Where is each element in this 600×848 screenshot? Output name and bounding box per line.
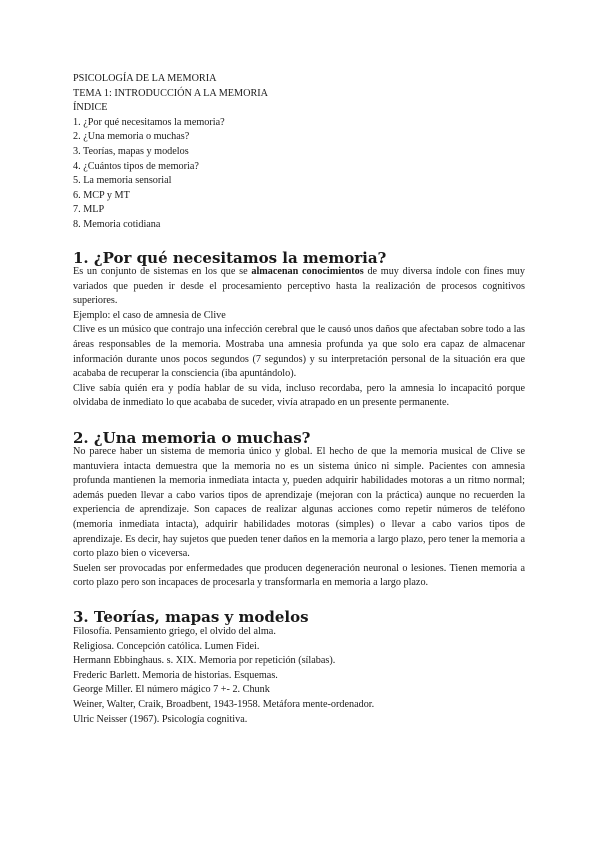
- index-item: 3. Teorías, mapas y modelos: [73, 145, 189, 157]
- document-title: PSICOLOGÍA DE LA MEMORIA: [73, 73, 217, 84]
- section-3: [73, 608, 525, 626]
- paragraph-text: Es un conjunto de sistemas en los que se: [73, 266, 252, 277]
- index-label: ÍNDICE: [73, 102, 108, 114]
- paragraph-text: de muy diversa índole con fines muy variados que pueden ir desde el procesamiento perceptivo hasta la realización de procesos cognitivos superiores.: [73, 266, 525, 307]
- header-block: [73, 72, 525, 233]
- index-item: 8. Memoria cotidiana: [73, 218, 161, 230]
- section-2-paragraph: No parece haber un sistema de memoria único y global. El hecho de que la memoria musical de Clive se mantuviera intacta demuestra que la memoria no es un sistema único ni simple. Pacientes con amnesia profunda mantienen la memoria inmediata intacta y, pueden adquirir habilidades motoras a un ritmo normal; además pueden llevar a cabo varios tipos de aprendizaje (mejoran con la práctica) aunque no recuerden la experiencia de aprendizaje. Son capaces de realizar algunas acciones como repetir números de teléfono (memoria inmediata intacta), adquirir habilidades motoras (simples) o llevar a cabo varios tipos de aprendizaje. Es decir, hay sujetos que pueden tener daños en la memoria a largo plazo, pero tener la memoria a corto plazo bien o viceversa.: [73, 446, 525, 560]
- index-list: [73, 116, 525, 233]
- index-item: 1. ¿Por qué necesitamos la memoria?: [73, 116, 225, 128]
- section-1-heading: 1. ¿Por qué necesitamos la memoria?: [73, 249, 387, 267]
- index-item: 2. ¿Una memoria o muchas?: [73, 131, 190, 143]
- section-2-paragraph: Suelen ser provocadas por enfermedades que producen degeneración neuronal o lesiones. Tienen memoria a corto plazo pero son incapaces de procesarla y transformarla en memoria a largo plazo.: [73, 562, 525, 589]
- list-item: Religiosa. Concepción católica. Lumen Fidei.: [73, 640, 260, 652]
- section-1-paragraph: [73, 265, 525, 309]
- section-1-body: [73, 265, 525, 411]
- index-item: 4. ¿Cuántos tipos de memoria?: [73, 160, 199, 172]
- document-subtitle: TEMA 1: INTRODUCCIÓN A LA MEMORIA: [73, 87, 268, 99]
- list-item: Frederic Barlett. Memoria de historias. Esquemas.: [73, 669, 278, 681]
- list-item: Ulric Neisser (1967). Psicología cognitiva.: [73, 713, 248, 725]
- index-item: 7. MLP: [73, 204, 105, 216]
- section-2-heading: 2. ¿Una memoria o muchas?: [73, 429, 311, 447]
- index-item: 6. MCP y MT: [73, 189, 130, 201]
- section-3-body: [73, 625, 525, 727]
- section-1-paragraph: Clive es un músico que contrajo una infección cerebral que le causó unos daños que afectaban sobre todo a las áreas responsables de la memoria. Mostraba una amnesia profunda ya que solo era capaz de almacenar información durante unos pocos segundos (7 segundos) y su interpretación personal de la situación era que acababa de recuperar la consciencia (iba apuntándolo).: [73, 324, 525, 380]
- index-item: 5. La memoria sensorial: [73, 175, 172, 187]
- section-2-body: [73, 445, 525, 591]
- example-label: Ejemplo: el caso de amnesia de Clive: [73, 309, 226, 321]
- list-item: Filosofía. Pensamiento griego, el olvido del alma.: [73, 626, 276, 637]
- bold-term: almacenan conocimientos: [251, 266, 364, 277]
- list-item: Weiner, Walter, Craik, Broadbent, 1943-1958. Metáfora mente-ordenador.: [73, 698, 375, 710]
- section-1-paragraph: Clive sabía quién era y podía hablar de su vida, incluso recordaba, pero la amnesia lo incapacitó porque olvidaba de inmediato lo que acababa de suceder, vivía atrapado en un presente permanente.: [73, 382, 525, 409]
- section-3-heading: 3. Teorías, mapas y modelos: [73, 608, 309, 626]
- list-item: George Miller. El número mágico 7 +- 2. Chunk: [73, 684, 270, 696]
- list-item: Hermann Ebbinghaus. s. XIX. Memoria por repetición (sílabas).: [73, 655, 336, 667]
